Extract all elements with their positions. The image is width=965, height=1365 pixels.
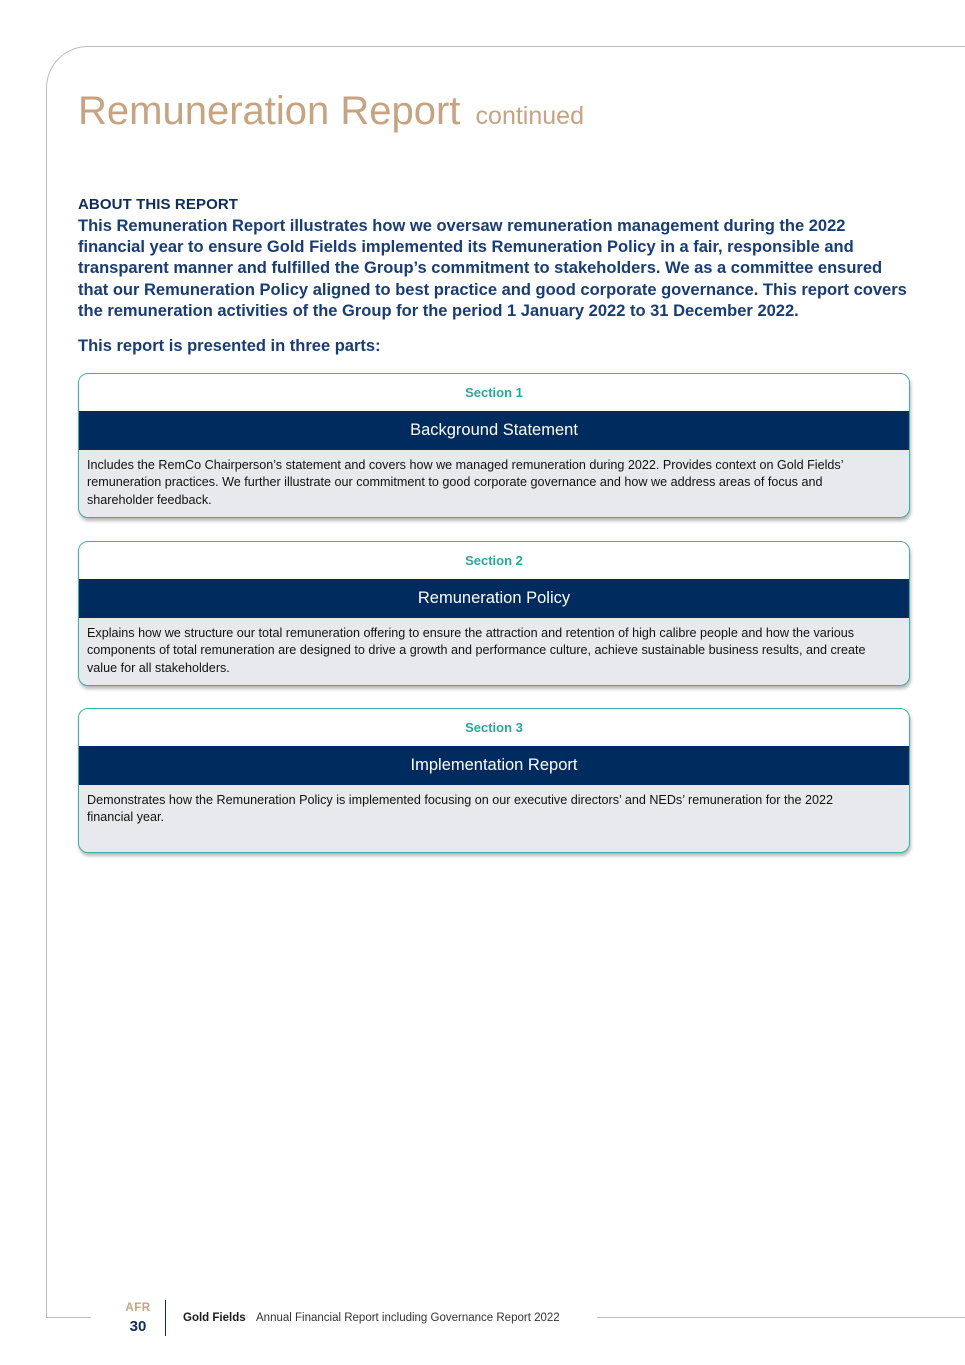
footer-divider [165,1300,166,1336]
about-heading: ABOUT THIS REPORT [78,196,239,213]
section-title: Background Statement [79,411,909,450]
footer-document-title: Annual Financial Report including Governance Report 2022 [256,1312,560,1324]
footer-rule-left [46,1317,91,1318]
footer-rule-right [597,1317,965,1318]
footer-brand: Gold Fields [183,1312,246,1324]
section-title: Implementation Report [79,746,909,785]
page-number: 30 [129,1318,147,1335]
section-description: Demonstrates how the Remuneration Policy is implemented focusing on our executive directors’ and NEDs’ remuneration for the 2022 financial year. [87,793,833,825]
section-description: Explains how we structure our total remuneration offering to ensure the attraction and retention of high calibre people and how the various components of total remuneration are designed to drive a growth and performance culture, achieve sustainable business results, and create value for all stakeholders. [87,626,866,675]
section-card-1 [78,373,910,518]
section-card-3 [78,708,910,853]
section-label: Section 3 [79,709,909,746]
footer-afr-label: AFR [125,1302,151,1314]
section-description: Includes the RemCo Chairperson’s statement and covers how we managed remuneration during 2022. Provides context on Gold Fields’ remuneration practices. We further illustrate our commitment to good corporate governance and how we address areas of focus and shareholder feedback. [87,458,844,507]
page-title-main: Remuneration Report [78,89,461,133]
section-label: Section 2 [79,542,909,579]
section-label: Section 1 [79,374,909,411]
parts-intro: This report is presented in three parts: [78,337,381,355]
section-title: Remuneration Policy [79,579,909,618]
about-body: This Remuneration Report illustrates how we oversaw remuneration management during the 2022 financial year to ensure Gold Fields implemented its Remuneration Policy in a fair, responsible and transparent manner and fulfilled the Group’s commitment to stakeholders. We as a committee ensured that our Remuneration Policy aligned to best practice and good corporate governance. This report covers the remuneration activities of the Group for the period 1 January 2022 to 31 December 2022. [78,217,907,320]
page-title-continued: continued [475,102,584,130]
section-card-2 [78,541,910,686]
page-title [78,86,584,141]
